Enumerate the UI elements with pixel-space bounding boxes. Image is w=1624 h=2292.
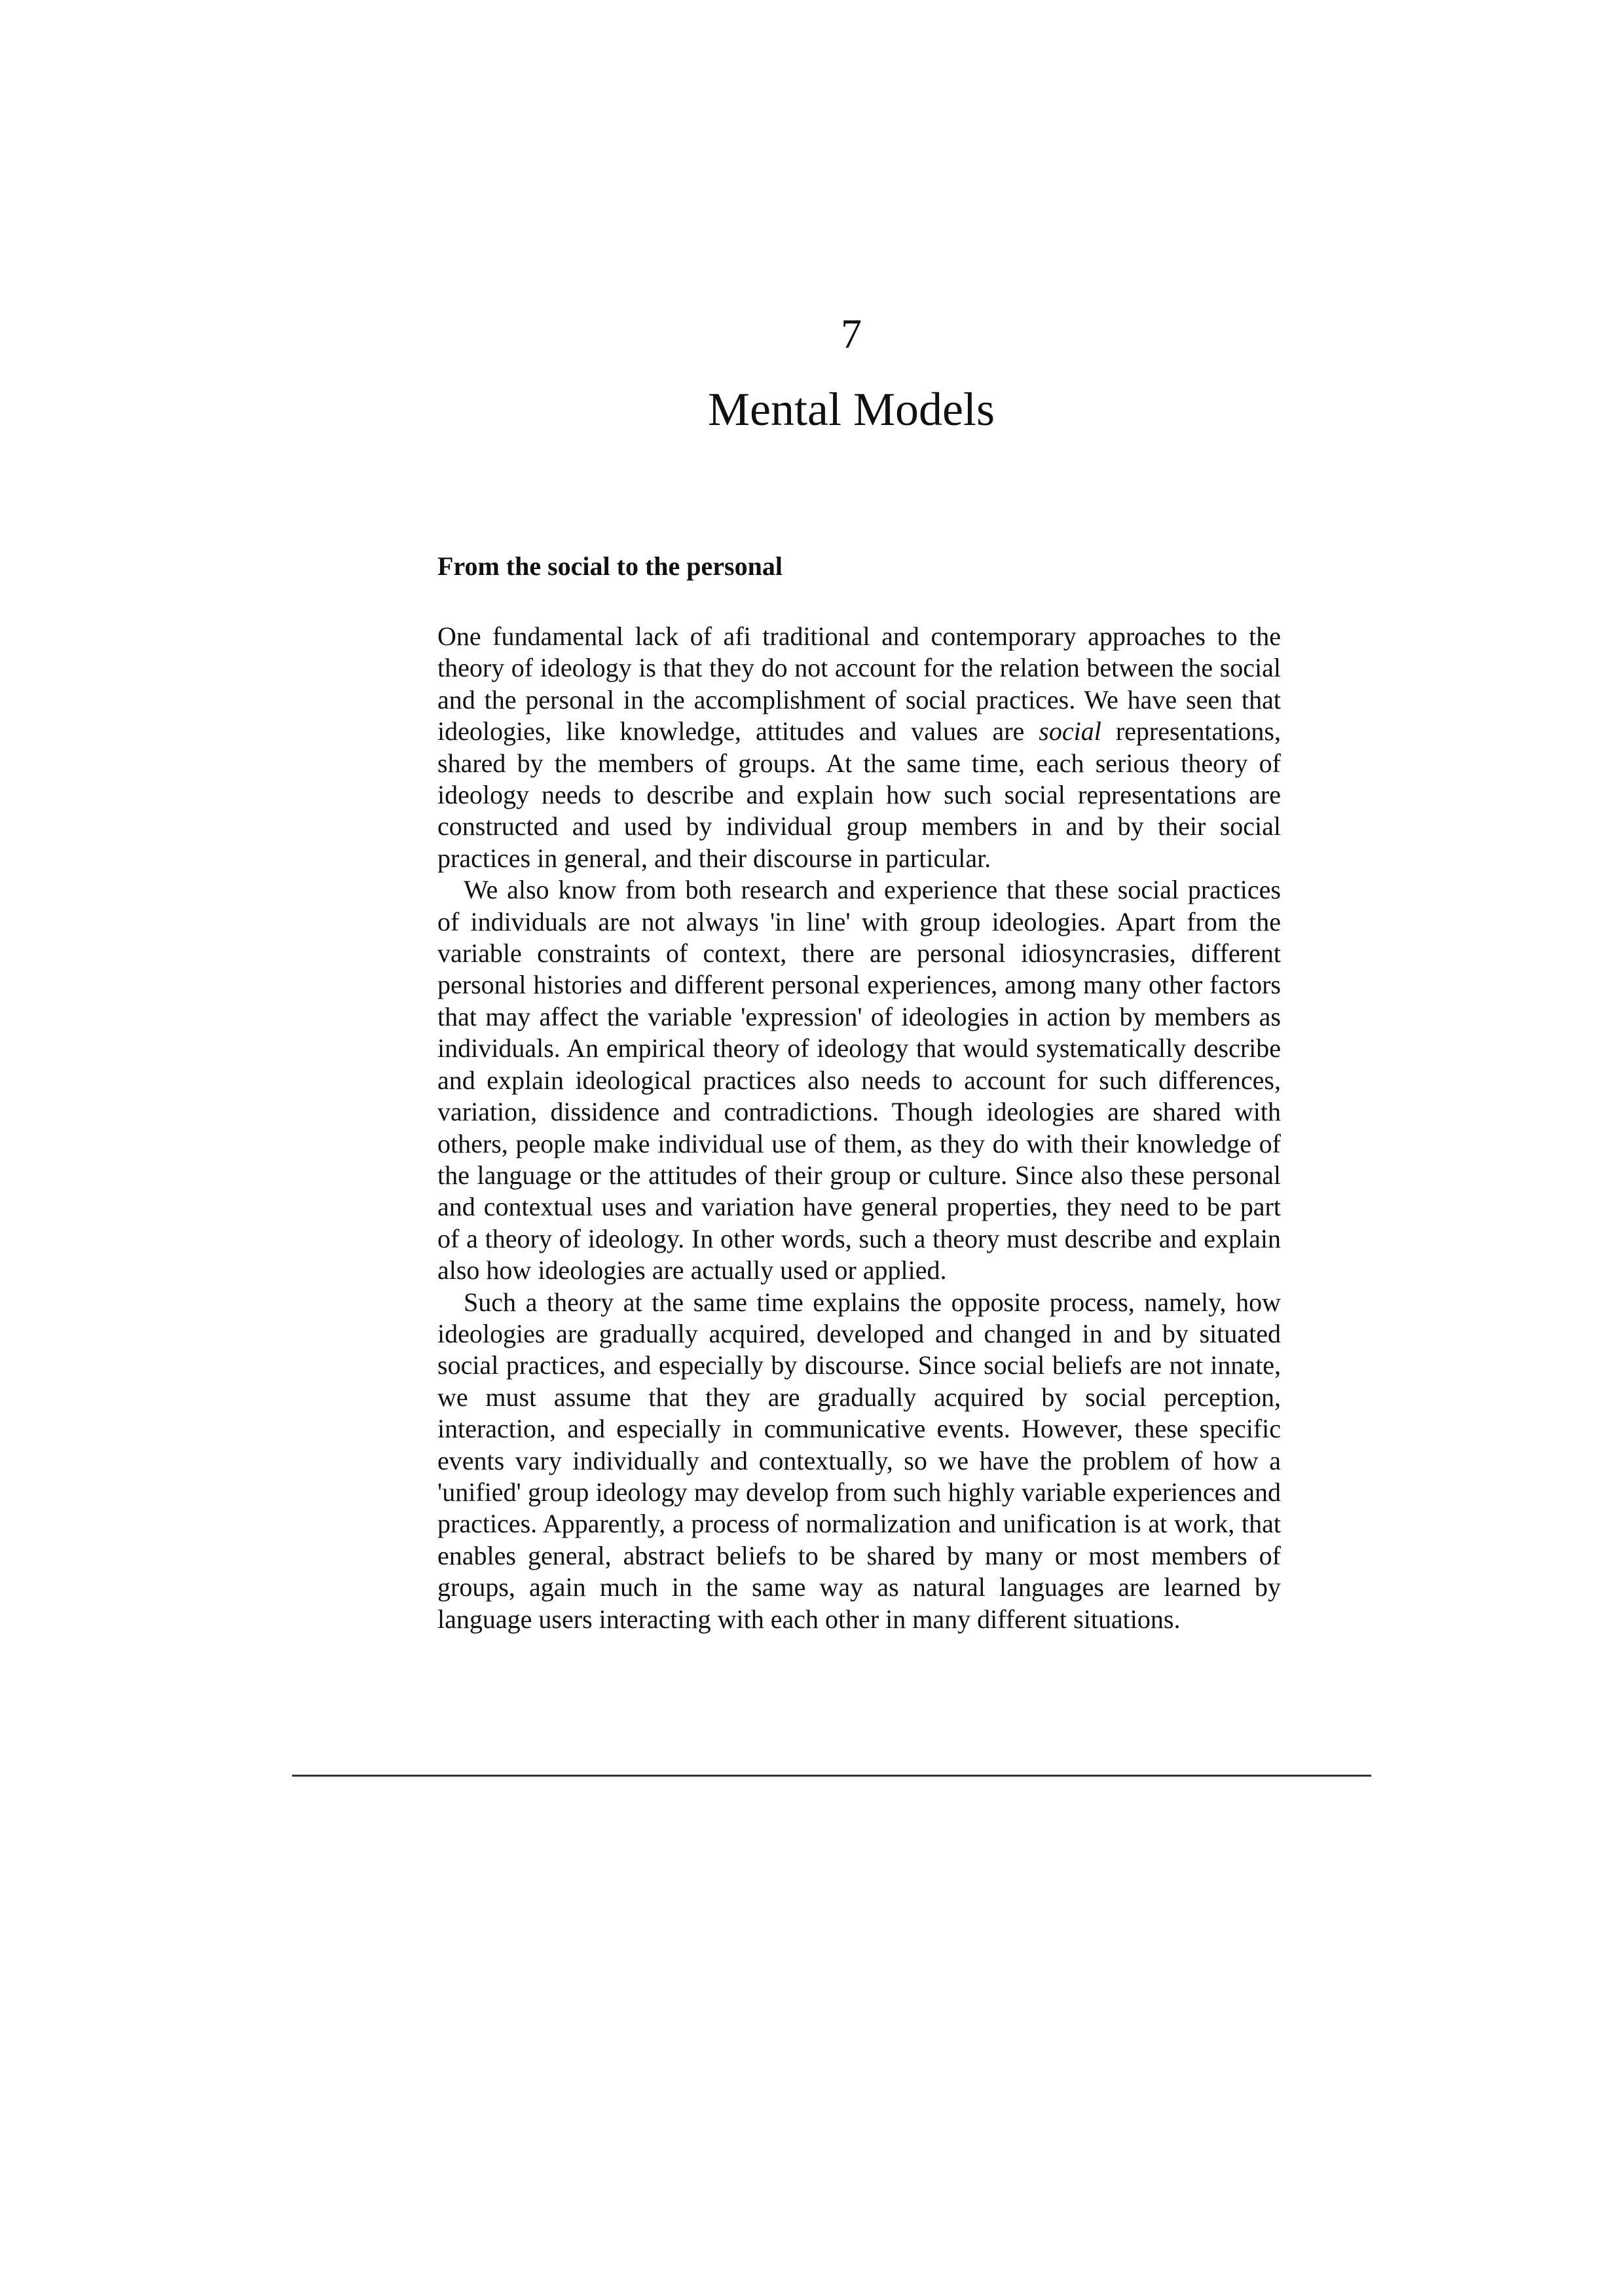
paragraph-1 xyxy=(437,621,1281,874)
chapter-title: Mental Models xyxy=(708,383,995,435)
emphasis-social: social xyxy=(1039,716,1101,747)
section-heading: From the social to the personal xyxy=(437,551,783,581)
paragraph-2: We also know from both research and experience that these social practices of individuals are not always 'in line' with group ideologies. Apart from the variable constraints of context, there are personal idiosyncrasies, different personal histories and different personal experiences, among many other factors that may affect the variable 'expression' of ideologies in action by members as individuals. An empirical theory of ideology that would systematically describe and explain ideological practices also needs to account for such differences, variation, dissidence and contradictions. Though ideologies are shared with others, people make individual use of them, as they do with their knowledge of the language or the attitudes of their group or culture. Since also these personal and contextual uses and variation have general properties, they need to be part of a theory of ideology. In other words, such a theory must describe and explain also how ideologies are actually used or applied. xyxy=(437,875,1281,1285)
chapter-number: 7 xyxy=(841,310,862,357)
body-text xyxy=(437,550,1281,1635)
paragraph-1-text-b: representations, shared by the members of groups. At the same time, each serious theory of ideology needs to describe and explain how such social representations are constructed and used by individual group members in and by their social practices in general, and their discourse in particular. xyxy=(437,716,1281,873)
paragraph-3: Such a theory at the same time explains the opposite process, namely, how ideologies are gradually acquired, developed and changed in and by situated social practices, and especially by discourse. Since social beliefs are not innate, we must assume that they are gradually acquired by social perception, interaction, and especially in communicative events. However, these specific events vary individually and contextually, so we have the problem of how a 'unified' group ideology may develop from such highly variable experiences and practices. Apparently, a process of normalization and unification is at work, that enables general, abstract beliefs to be shared by many or most members of groups, again much in the same way as natural languages are learned by language users interacting with each other in many different situations. xyxy=(437,1287,1281,1634)
paragraph-1-text-a: One fundamental lack of afi traditional and contemporary approaches to the theory of ideology is that they do not account for the relation between the social and the personal in the accomplishment of social practices. We have seen that ideologies, like knowledge, attitudes and values are xyxy=(437,621,1281,747)
footer-divider xyxy=(292,1775,1371,1777)
